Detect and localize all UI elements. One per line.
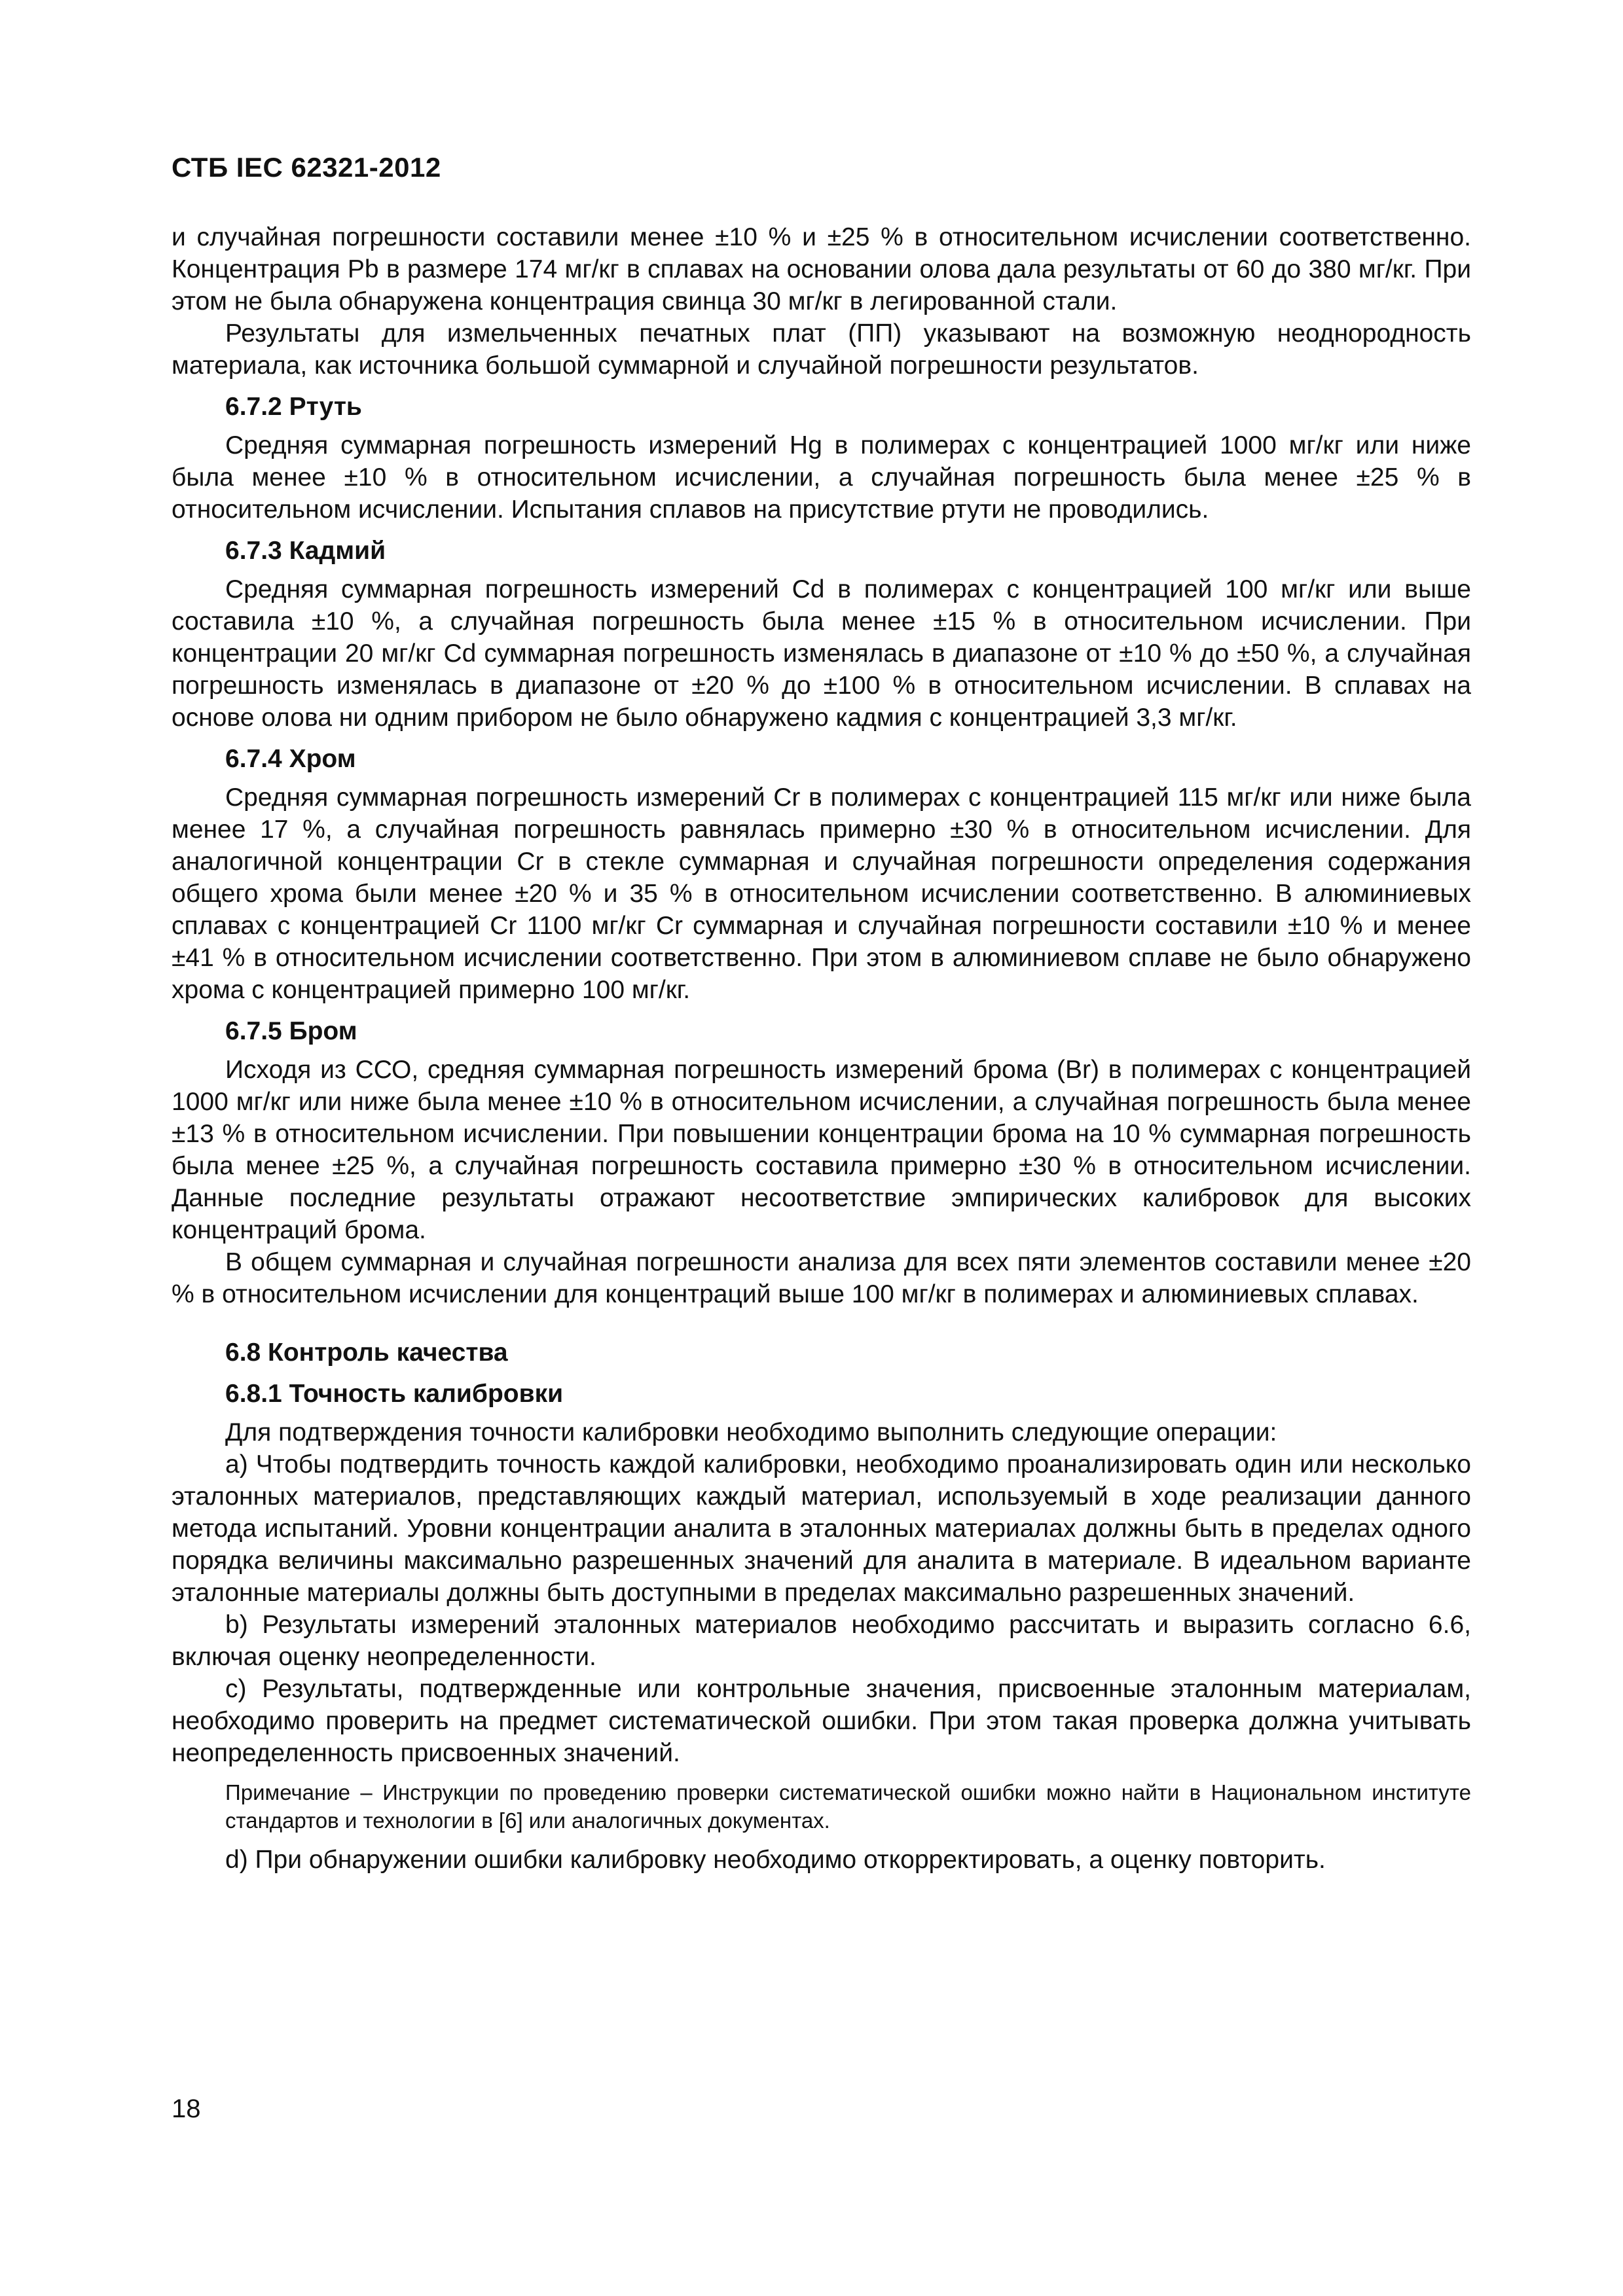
list-item-d: d) При обнаружении ошибки калибровку необходимо откорректировать, а оценку повторить. [225,1846,1326,1874]
list-item-a: а) Чтобы подтвердить точность каждой калибровки, необходимо проанализировать один или несколько эталонных материалов, представляющих каждый материал, используемый в ходе реализации данного метода испытаний. Уровни концентрации аналита в эталонных материалах должны быть в пределах одного порядка величины максимально разрешенных значений для аналита в материале. В идеальном варианте эталонные материалы должны быть доступными в пределах максимально разрешенных значений. [172,1450,1471,1607]
section-heading-bromine: 6.7.5 Бром [225,1017,357,1045]
paragraph-mercury: Средняя суммарная погрешность измерений Hg в полимерах с концентрацией 1000 мг/кг или ниже была менее ±10 % в относительном исчислении, а случайная погрешность была менее ±25 % в относительном исчислении. Испытания сплавов на присутствие ртути не проводились. [172,431,1471,524]
paragraph-pcb-results: Результаты для измельченных печатных плат (ПП) указывают на возможную неоднородность материала, как источника большой суммарной и случайной погрешности результатов. [172,319,1471,380]
paragraph-chromium: Средняя суммарная погрешность измерений Cr в полимерах с концентрацией 115 мг/кг или ниже была менее 17 %, а случайная погрешность равнялась примерно ±30 % в относительном исчислении. Для аналогичной концентрации Cr в стекле суммарная и случайная погрешности определения содержания общего хрома были менее ±20 % и 35 % в относительном исчислении соответственно. В алюминиевых сплавах с концентрацией Cr 1100 мг/кг Cr суммарная и случайная погрешности составили ±10 % и менее ±41 % в относительном исчислении соответственно. При этом в алюминиевом сплаве не было обнаружено хрома с концентрацией примерно 100 мг/кг. [172,783,1471,1004]
list-item-c: с) Результаты, подтвержденные или контрольные значения, присвоенные эталонным материалам, необходимо проверить на предмет систематической ошибки. При этом такая проверка должна учитывать неопределенность присвоенных значений. [172,1675,1471,1767]
section-heading-calibration-accuracy: 6.8.1 Точность калибровки [225,1380,564,1408]
paragraph-bromine: Исходя из ССО, средняя суммарная погрешность измерений брома (Br) в полимерах с концентрацией 1000 мг/кг или ниже была менее ±10 % в относительном исчислении, а случайная погрешность была менее ±13 % в относительном исчислении. При повышении концентрации брома на 10 % суммарная погрешность была менее ±25 %, а случайная погрешность составила примерно ±30 % в относительном исчислении. Данные последние результаты отражают несоответствие эмпирических калибровок для высоких концентраций брома. [172,1056,1471,1244]
section-heading-quality-control: 6.8 Контроль качества [225,1338,508,1367]
paragraph-operations-intro: Для подтверждения точности калибровки необходимо выполнить следующие операции: [225,1418,1277,1446]
section-heading-chromium: 6.7.4 Хром [225,745,356,773]
paragraph-summary: В общем суммарная и случайная погрешности анализа для всех пяти элементов составили менее ±20 % в относительном исчислении для концентраций выше 100 мг/кг в полимерах и алюминиевых сплавах. [172,1248,1471,1308]
document-body [172,221,1471,1876]
paragraph-lead: и случайная погрешности составили менее ±10 % и ±25 % в относительном исчислении соответственно. Концентрация Pb в размере 174 мг/кг в сплавах на основании олова дала результаты от 60 до 380 мг/кг. При этом не была обнаружена концентрация свинца 30 мг/кг в легированной стали. [172,223,1471,315]
section-heading-cadmium: 6.7.3 Кадмий [225,537,386,565]
page-number: 18 [172,2094,201,2123]
paragraph-cadmium: Средняя суммарная погрешность измерений Cd в полимерах с концентрацией 100 мг/кг или выше составила ±10 %, а случайная погрешность была менее ±15 % в относительном исчислении. При концентрации 20 мг/кг Cd суммарная погрешность изменялась в диапазоне от ±10 % до ±50 %, а случайная погрешность изменялась в диапазоне от ±20 % до ±100 % в относительном исчислении. В сплавах на основе олова ни одним прибором не было обнаружено кадмия с концентрацией 3,3 мг/кг. [172,575,1471,732]
list-item-b: b) Результаты измерений эталонных материалов необходимо рассчитать и выразить согласно 6.6, включая оценку неопределенности. [172,1611,1471,1671]
note-systematic-error: Примечание – Инструкции по проведению проверки систематической ошибки можно найти в Национальном институте стандартов и технологии в [6] или аналогичных документах. [225,1780,1471,1833]
document-code-header: СТБ IEC 62321-2012 [172,152,441,183]
section-heading-mercury: 6.7.2 Ртуть [225,393,362,421]
